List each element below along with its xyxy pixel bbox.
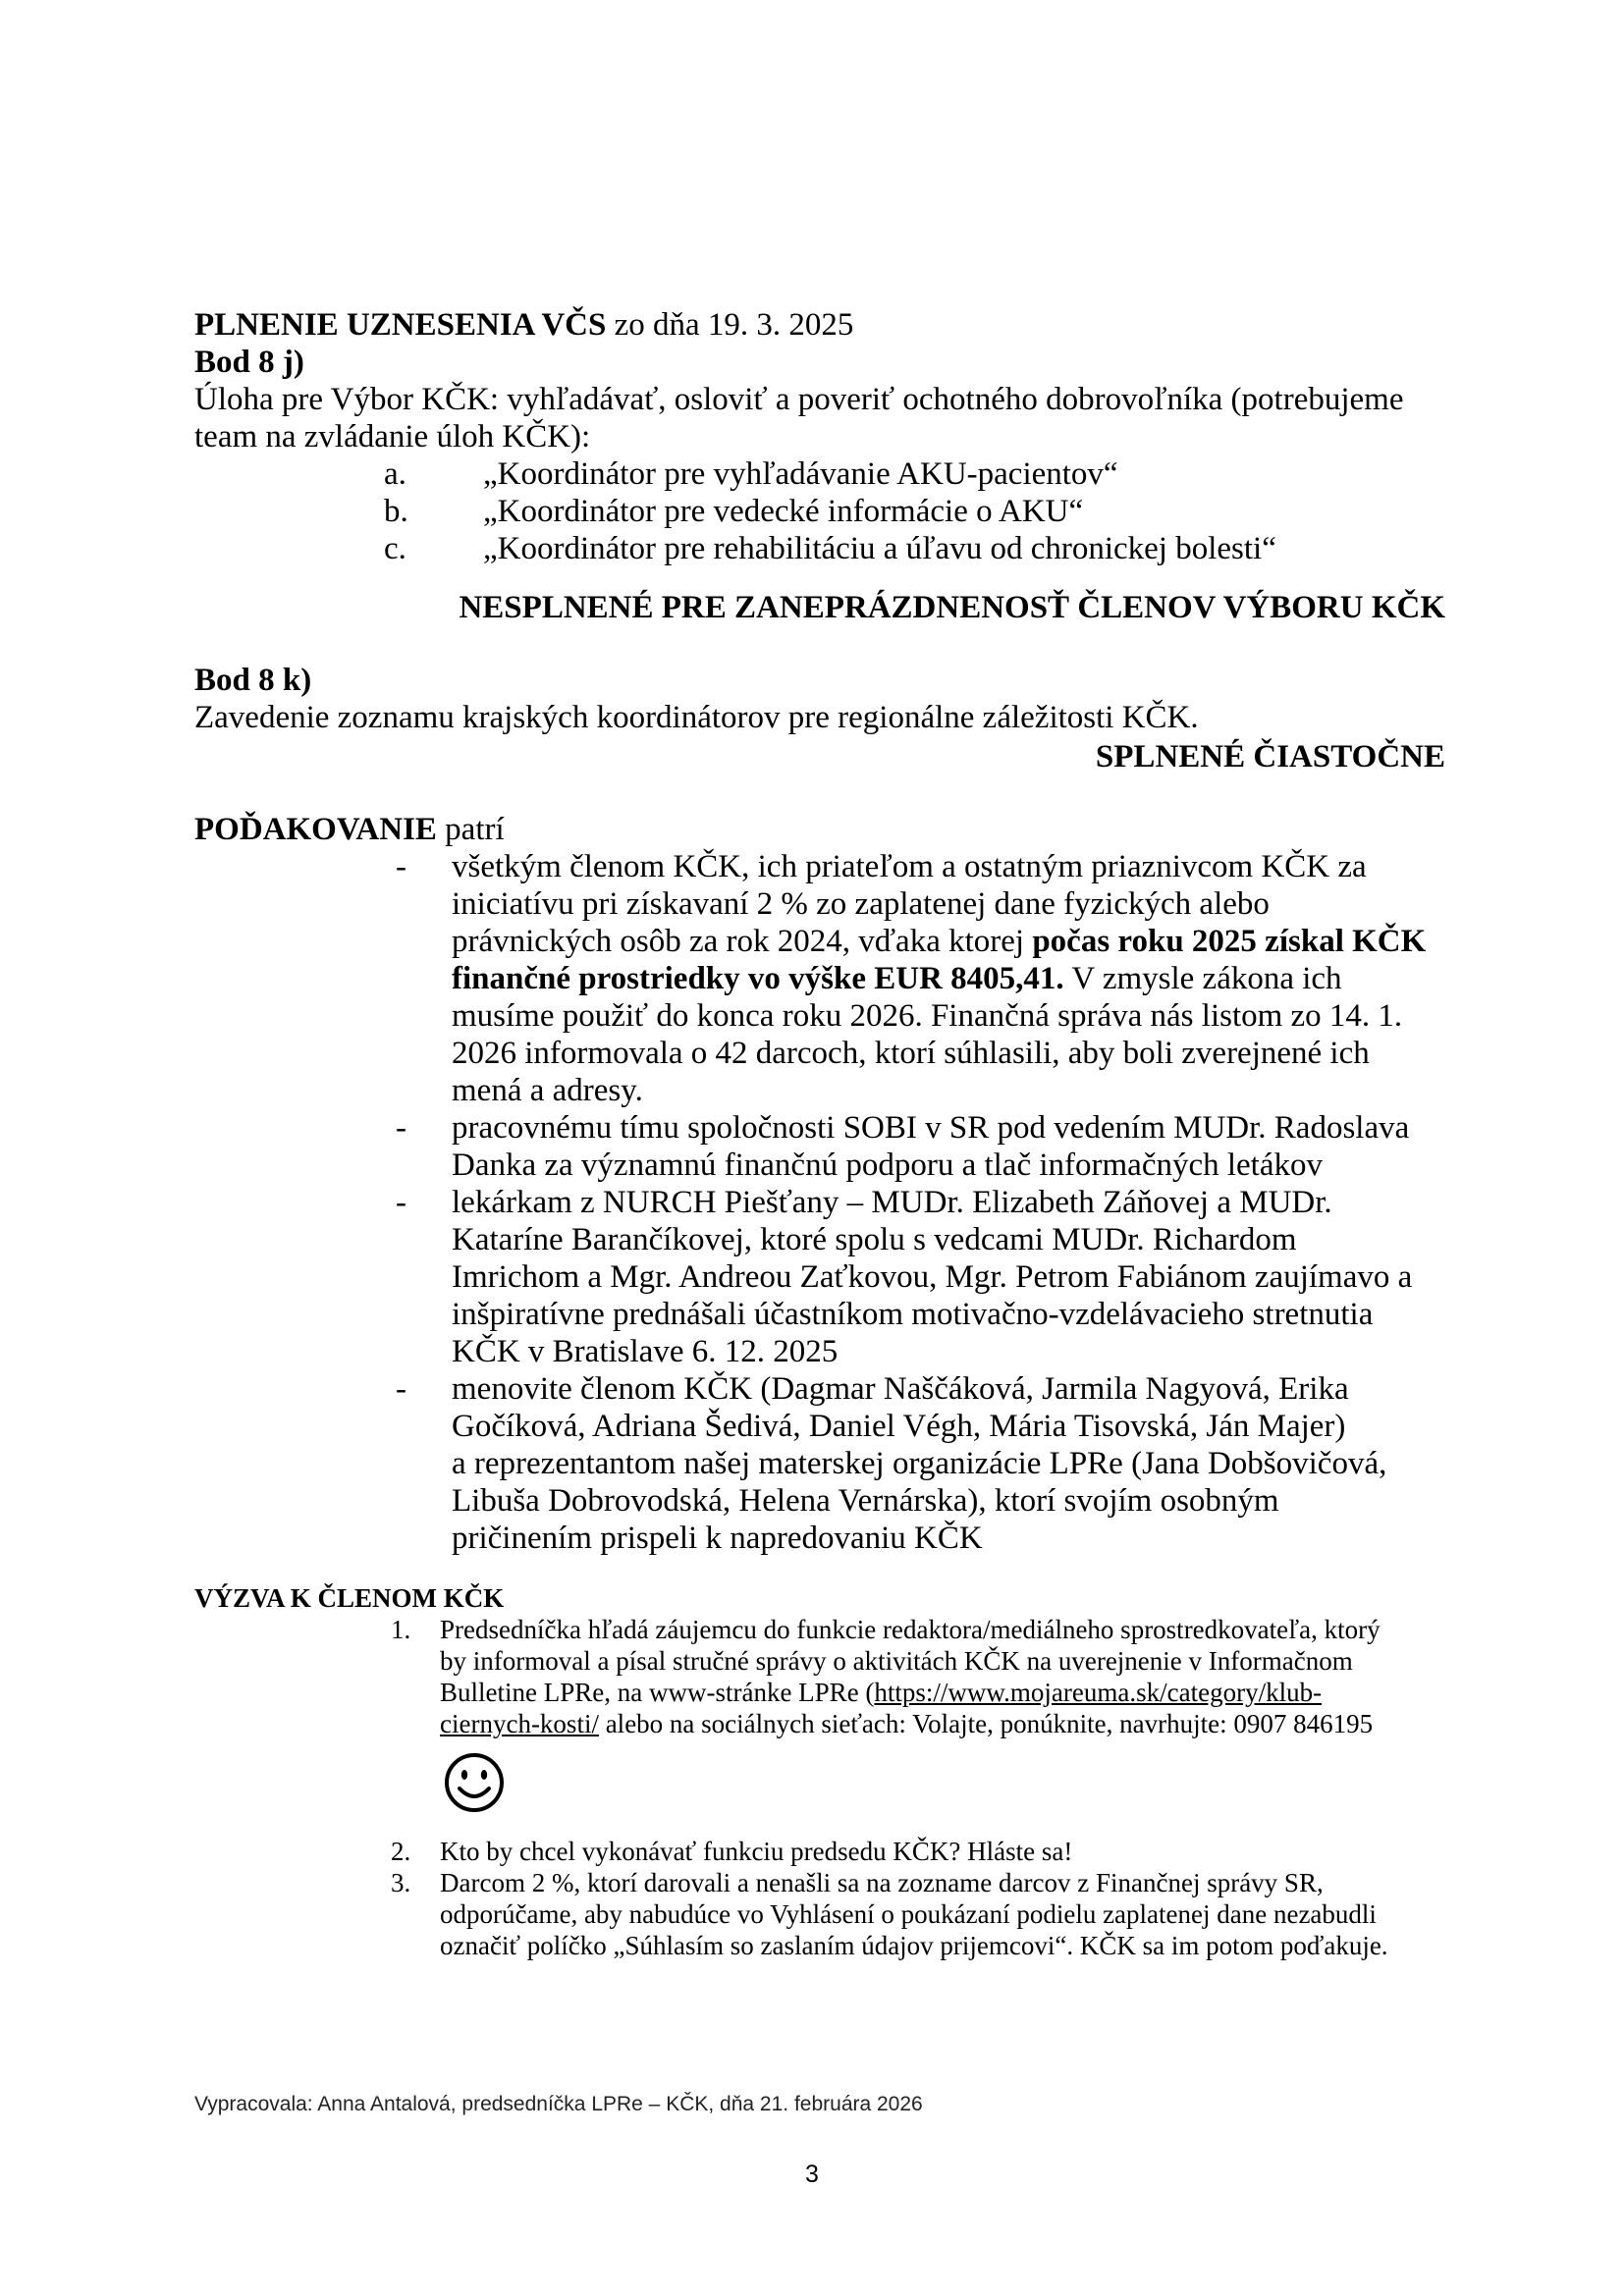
bod-8k-text: Zavedenie zoznamu krajských koordinátorov pre regionálne záležitosti KČK.	[194, 700, 1199, 735]
list-item-text: „Koordinátor pre rehabilitáciu a úľavu od chronickej bolesti“	[483, 531, 1276, 566]
klub-link-continued[interactable]: ciernych-kosti/	[440, 1709, 599, 1738]
call-item	[194, 1614, 1445, 1739]
text-line: Danka za významnú finančnú podporu a tlač informačných letákov	[452, 1148, 1323, 1183]
klub-link[interactable]: https://www.mojareuma.sk/category/klub-	[874, 1678, 1323, 1707]
status-not-fulfilled: NESPLNENÉ PRE ZANEPRÁZDNENOSŤ ČLENOV VÝBORU KČK	[459, 590, 1445, 625]
thanks-item	[194, 1184, 1445, 1370]
list-number: 2.	[391, 1837, 411, 1866]
text-line: iniciatívu pri získavaní 2 % zo zaplatenej dane fyzických alebo	[452, 886, 1270, 922]
bod-label-text: Bod 8 j)	[194, 345, 304, 380]
text-line: všetkým členom KČK, ich priateľom a ostatným priaznivcom KČK za	[452, 849, 1367, 884]
text-line: by informoval a písal stručné správy o aktivitách KČK na uverejnenie v Informačnom	[440, 1646, 1353, 1676]
text-line: Predsedníčka hľadá záujemcu do funkcie redaktora/mediálneho sprostredkovateľa, ktorý	[440, 1615, 1380, 1644]
list-item-text: „Koordinátor pre vedecké informácie o AKU“	[483, 494, 1084, 529]
text-span: V zmysle zákona ich	[1063, 961, 1342, 996]
list-item	[194, 493, 1445, 530]
text-line: a reprezentantom našej materskej organizácie LPRe (Jana Dobšovičová,	[452, 1446, 1387, 1481]
list-item	[194, 455, 1445, 493]
bod-label-text: Bod 8 k)	[194, 663, 312, 698]
text-span: Bulletine LPRe, na www-stránke LPRe (	[440, 1678, 875, 1707]
smiley-wrap	[194, 1751, 1445, 1816]
text-line: pričinením prispeli k napredovaniu KČK	[452, 1521, 983, 1556]
section-title-rest: zo dňa 19. 3. 2025	[606, 307, 854, 343]
list-marker: c.	[384, 531, 406, 566]
dash-marker: -	[396, 849, 406, 884]
text-line: Gočíková, Adriana Šedivá, Daniel Végh, Mária Tisovská, Ján Majer)	[452, 1409, 1346, 1444]
task-line-2: team na zvládanie úloh KČK):	[194, 419, 591, 454]
call-item	[194, 1867, 1445, 1961]
thanks-item	[194, 1370, 1445, 1557]
footer-note: Vypracovala: Anna Antalová, predsedníčka LPRe – KČK, dňa 21. februára 2026	[194, 2093, 923, 2115]
text-line: odporúčame, aby nabudúce vo Vyhlásení o poukázaní podielu zaplatenej dane nezabudli	[440, 1899, 1377, 1929]
text-line: Libuša Dobrovodská, Helena Vernárska), ktorí svojím osobným	[452, 1483, 1279, 1519]
task-line-1: Úloha pre Výbor KČK: vyhľadávať, osloviť a poveriť ochotného dobrovoľníka (potrebujeme	[194, 382, 1404, 417]
dash-marker: -	[396, 1110, 406, 1146]
thanks-item	[194, 1109, 1445, 1184]
coordinator-list	[194, 455, 1445, 567]
text-line: Kto by chcel vykonávať funkciu predsedu KČK? Hláste sa!	[440, 1837, 1073, 1866]
call-list	[194, 1614, 1445, 1739]
list-item-text: „Koordinátor pre vyhľadávanie AKU-pacientov“	[483, 456, 1118, 492]
text-line: Darcom 2 %, ktorí darovali a nenašli sa na zozname darcov z Finančnej správy SR,	[440, 1868, 1324, 1897]
text-line: musíme použiť do konca roku 2026. Finančná správa nás listom zo 14. 1.	[452, 998, 1403, 1034]
text-span: právnických osôb za rok 2024, vďaka ktorej	[452, 924, 1033, 959]
thanks-title-rest: patrí	[436, 812, 505, 847]
list-marker: a.	[384, 456, 406, 492]
text-line	[440, 1708, 1445, 1739]
thanks-list	[194, 848, 1445, 1557]
text-span: alebo na sociálnych sieťach: Volajte, ponúknite, navrhujte: 0907 846195	[598, 1709, 1374, 1738]
text-line: 2026 informovala o 42 darcoch, ktorí súhlasili, aby boli zverejnené ich	[452, 1036, 1370, 1071]
thanks-heading	[194, 811, 1445, 848]
thanks-title-bold: POĎAKOVANIE	[194, 812, 437, 847]
smiley-face-icon	[443, 1751, 506, 1814]
text-line: KČK v Bratislave 6. 12. 2025	[452, 1334, 839, 1369]
text-line: Kataríne Barančíkovej, ktoré spolu s vedcami MUDr. Richardom	[452, 1222, 1297, 1257]
list-marker: b.	[384, 494, 408, 529]
text-line: mená a adresy.	[452, 1073, 643, 1108]
list-item	[194, 530, 1445, 567]
bod-8k-label	[194, 662, 1445, 699]
call-heading: VÝZVA K ČLENOM KČK	[194, 1583, 505, 1613]
text-line	[452, 960, 1445, 997]
call-item	[194, 1836, 1445, 1867]
list-number: 1.	[391, 1615, 411, 1644]
page-number: 3	[805, 2161, 819, 2188]
text-line	[440, 1677, 1445, 1708]
text-line: inšpiratívne prednášali účastníkom motivačno-vzdelávacieho stretnutia	[452, 1297, 1374, 1332]
dash-marker: -	[396, 1371, 406, 1407]
text-line: lekárkam z NURCH Piešťany – MUDr. Elizabeth Záňovej a MUDr.	[452, 1185, 1332, 1220]
dash-marker: -	[396, 1185, 406, 1220]
call-list-continued	[194, 1836, 1445, 1961]
bold-span: finančné prostriedky vo výške EUR 8405,41.	[452, 961, 1064, 996]
thanks-item	[194, 848, 1445, 1109]
page-content	[194, 306, 1445, 1961]
status-partially-fulfilled: SPLNENÉ ČIASTOČNE	[1095, 739, 1445, 774]
text-line: Imrichom a Mgr. Andreou Zaťkovou, Mgr. Petrom Fabiánom zaujímavo a	[452, 1259, 1413, 1295]
text-line: menovite členom KČK (Dagmar Naščáková, Jarmila Nagyová, Erika	[452, 1371, 1349, 1407]
section-title-bold: PLNENIE UZNESENIA VČS	[194, 307, 607, 343]
bod-8j-label	[194, 344, 1445, 381]
list-number: 3.	[391, 1868, 411, 1897]
section-heading	[194, 306, 1445, 344]
text-line: označiť políčko „Súhlasím so zaslaním údajov prijemcovi“. KČK sa im potom poďakuje.	[440, 1931, 1388, 1960]
text-line	[452, 923, 1445, 960]
text-line: pracovnému tímu spoločnosti SOBI v SR pod vedením MUDr. Radoslava	[452, 1110, 1410, 1146]
bold-span: počas roku 2025 získal KČK	[1032, 924, 1427, 959]
